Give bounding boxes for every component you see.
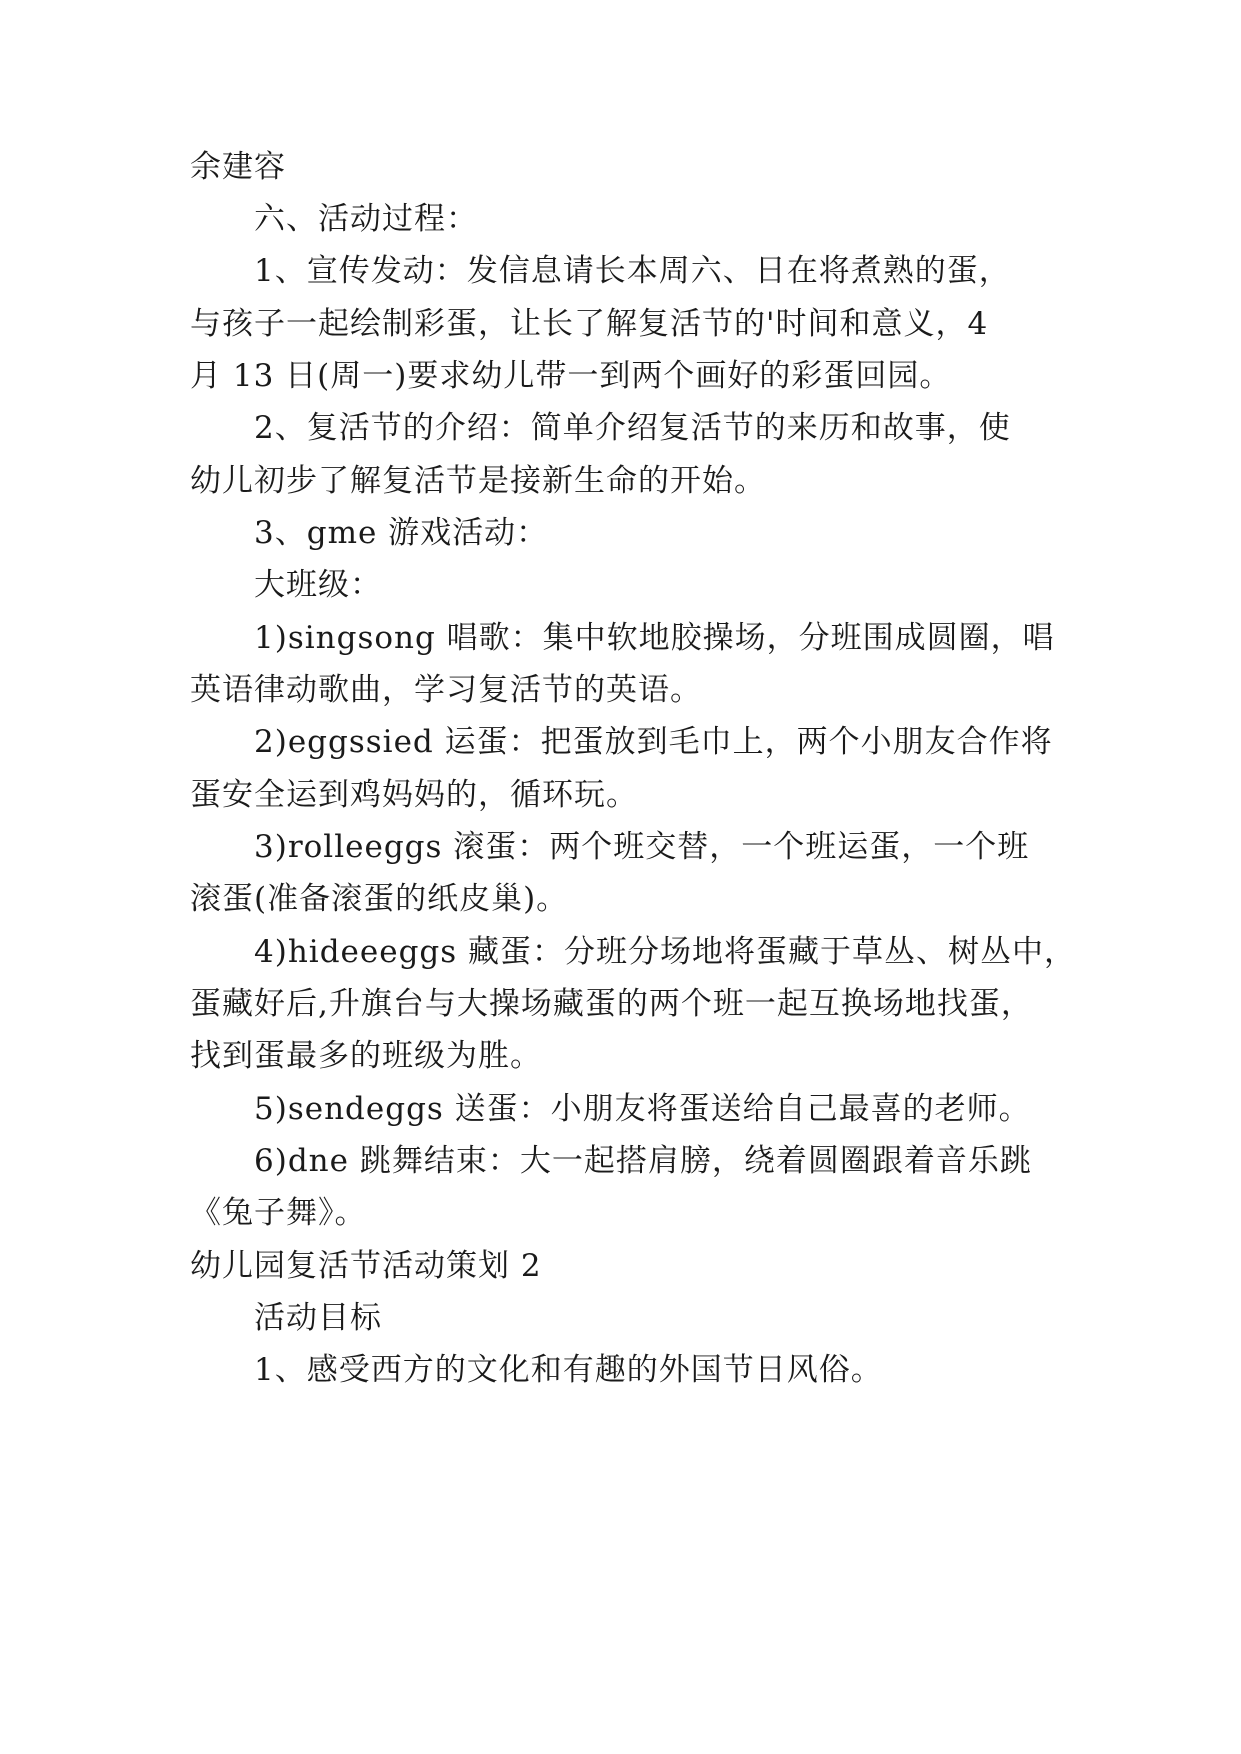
- paragraph-line: 4)hideeeggs 藏蛋：分班分场地将蛋藏于草丛、树丛中，: [254, 934, 1077, 970]
- paragraph-line: 找到蛋最多的班级为胜。: [190, 1038, 542, 1074]
- paragraph-line: 1)singsong 唱歌：集中软地胶操场，分班围成圆圈，唱: [254, 620, 1055, 656]
- paragraph-line: 滚蛋(准备滚蛋的纸皮巢)。: [190, 881, 569, 917]
- document-page: [190, 0, 1077, 1754]
- paragraph-line: 大班级：: [254, 567, 382, 603]
- paragraph-line: 蛋藏好后,升旗台与大操场藏蛋的两个班一起互换场地找蛋，: [190, 986, 1033, 1022]
- paragraph-line: 月 13 日(周一)要求幼儿带一到两个画好的彩蛋回园。: [190, 358, 952, 394]
- paragraph-line: 幼儿初步了解复活节是接新生命的开始。: [190, 463, 766, 499]
- paragraph-line: 与孩子一起绘制彩蛋，让长了解复活节的'时间和意义，4: [190, 306, 989, 342]
- author-name: 余建容: [190, 149, 286, 185]
- paragraph-line: 1、感受西方的文化和有趣的外国节日风俗。: [254, 1352, 883, 1388]
- paragraph-line: 3、gme 游戏活动：: [254, 515, 549, 551]
- paragraph-line: 6)dne 跳舞结束：大一起搭肩膀，绕着圆圈跟着音乐跳: [254, 1143, 1032, 1179]
- paragraph-line: 英语律动歌曲，学习复活节的英语。: [190, 672, 702, 708]
- paragraph-line: 3)rolleeggs 滚蛋：两个班交替，一个班运蛋，一个班: [254, 829, 1030, 865]
- section-heading: 六、活动过程：: [254, 201, 478, 237]
- paragraph-line: 2)eggssied 运蛋：把蛋放到毛巾上，两个小朋友合作将: [254, 724, 1053, 760]
- section-title: 幼儿园复活节活动策划 2: [190, 1248, 542, 1284]
- section-heading: 活动目标: [254, 1300, 382, 1336]
- paragraph-line: 蛋安全运到鸡妈妈的，循环玩。: [190, 777, 638, 813]
- paragraph-line: 《兔子舞》。: [190, 1195, 367, 1231]
- paragraph-line: 5)sendeggs 送蛋：小朋友将蛋送给自己最喜的老师。: [254, 1091, 1031, 1127]
- paragraph-line: 1、宣传发动：发信息请长本周六、日在将煮熟的蛋，: [254, 253, 1011, 289]
- paragraph-line: 2、复活节的介绍：简单介绍复活节的来历和故事，使: [254, 410, 1011, 446]
